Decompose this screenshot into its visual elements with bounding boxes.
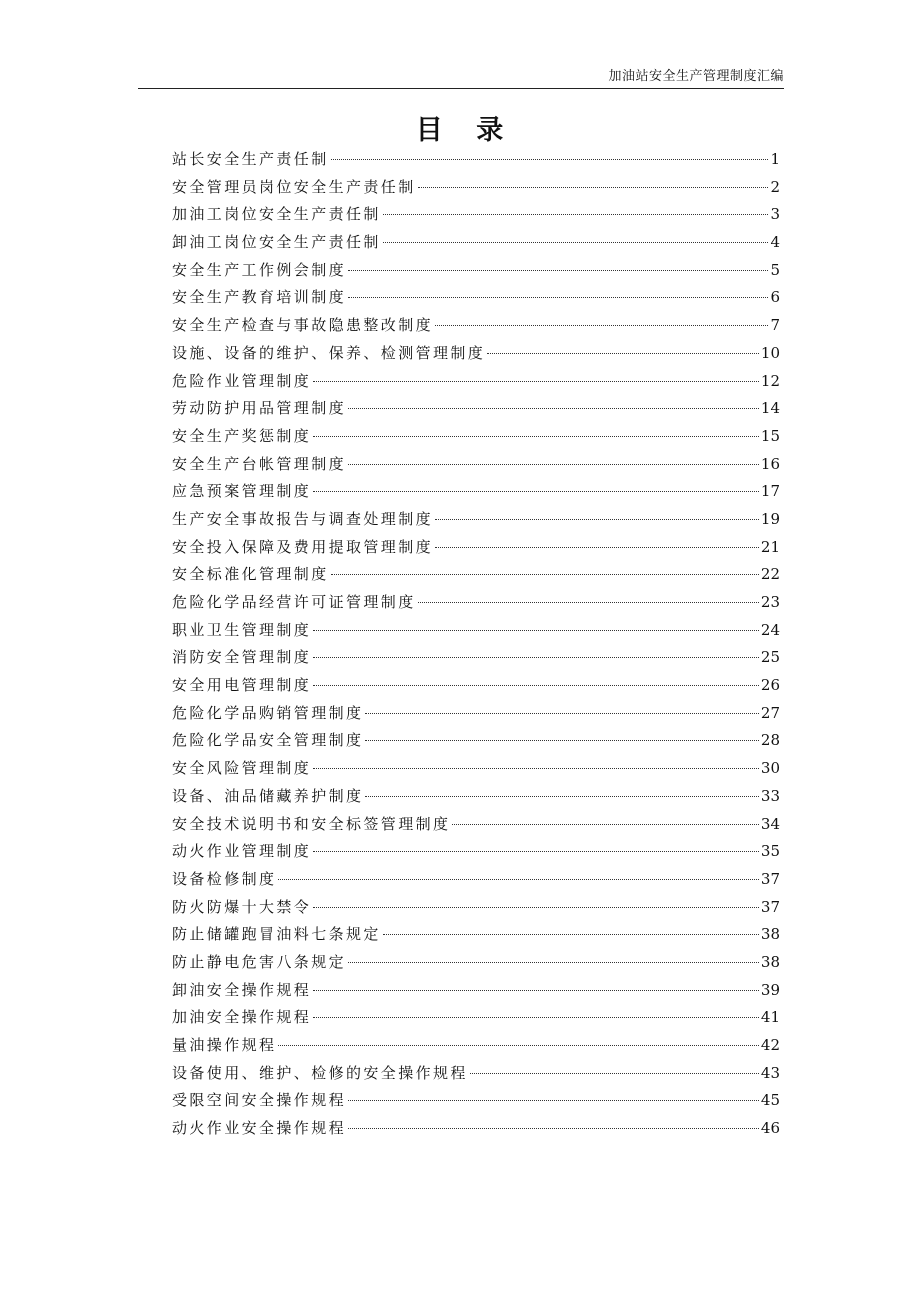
toc-entry[interactable] bbox=[172, 977, 780, 1005]
toc-entry[interactable] bbox=[172, 838, 780, 866]
toc-dot-leader bbox=[365, 796, 759, 797]
toc-entry-label: 危险化学品安全管理制度 bbox=[172, 731, 364, 750]
toc-entry-page-number: 2 bbox=[770, 177, 780, 196]
toc-entry-label: 消防安全管理制度 bbox=[172, 648, 312, 667]
toc-entry[interactable] bbox=[172, 478, 780, 506]
toc-entry-page-number: 42 bbox=[760, 1036, 780, 1054]
toc-entry-label: 站长安全生产责任制 bbox=[172, 150, 329, 168]
toc-entry-page-number: 37 bbox=[760, 869, 780, 888]
toc-entry[interactable] bbox=[172, 1060, 780, 1088]
toc-entry-page-number: 16 bbox=[760, 454, 780, 473]
toc-entry-page-number: 34 bbox=[760, 814, 780, 833]
toc-entry-label: 危险化学品购销管理制度 bbox=[172, 703, 364, 722]
table-of-contents bbox=[172, 146, 780, 1143]
toc-entry-label: 加油安全操作规程 bbox=[172, 1008, 312, 1027]
toc-entry[interactable] bbox=[172, 201, 780, 229]
toc-dot-leader bbox=[313, 907, 759, 908]
toc-entry-page-number: 26 bbox=[760, 676, 780, 695]
toc-entry[interactable] bbox=[172, 755, 780, 783]
toc-dot-leader bbox=[418, 187, 769, 188]
toc-entry-label: 安全生产奖惩制度 bbox=[172, 426, 312, 445]
toc-entry-label: 量油操作规程 bbox=[172, 1036, 277, 1054]
toc-entry[interactable] bbox=[172, 229, 780, 257]
toc-entry[interactable] bbox=[172, 921, 780, 949]
toc-entry-label: 卸油安全操作规程 bbox=[172, 980, 312, 999]
toc-dot-leader bbox=[313, 768, 759, 769]
toc-entry-page-number: 5 bbox=[770, 260, 780, 279]
toc-dot-leader bbox=[383, 934, 759, 935]
toc-dot-leader bbox=[278, 879, 759, 880]
toc-entry-page-number: 22 bbox=[760, 565, 780, 584]
toc-entry-page-number: 30 bbox=[760, 759, 780, 778]
toc-entry[interactable] bbox=[172, 783, 780, 811]
toc-entry-label: 设备、油品储藏养护制度 bbox=[172, 786, 364, 805]
toc-entry[interactable] bbox=[172, 949, 780, 977]
toc-entry-page-number: 27 bbox=[760, 703, 780, 722]
toc-dot-leader bbox=[470, 1073, 759, 1074]
toc-entry[interactable] bbox=[172, 146, 780, 174]
toc-entry[interactable] bbox=[172, 1087, 780, 1115]
toc-dot-leader bbox=[278, 1045, 759, 1046]
toc-entry-label: 安全用电管理制度 bbox=[172, 676, 312, 695]
toc-dot-leader bbox=[313, 851, 759, 852]
toc-entry[interactable] bbox=[172, 174, 780, 202]
toc-entry-page-number: 25 bbox=[760, 648, 780, 667]
toc-entry[interactable] bbox=[172, 894, 780, 922]
toc-entry-label: 安全生产工作例会制度 bbox=[172, 260, 347, 279]
toc-entry-label: 防止储罐跑冒油料七条规定 bbox=[172, 925, 381, 944]
toc-entry-label: 加油工岗位安全生产责任制 bbox=[172, 205, 381, 224]
toc-dot-leader bbox=[452, 824, 759, 825]
toc-entry-page-number: 38 bbox=[760, 952, 780, 971]
toc-dot-leader bbox=[365, 713, 759, 714]
toc-dot-leader bbox=[313, 630, 759, 631]
toc-entry-page-number: 37 bbox=[760, 897, 780, 916]
toc-dot-leader bbox=[331, 159, 769, 160]
toc-dot-leader bbox=[313, 685, 759, 686]
toc-entry-label: 安全生产教育培训制度 bbox=[172, 288, 347, 307]
toc-dot-leader bbox=[348, 464, 759, 465]
toc-entry-label: 安全投入保障及费用提取管理制度 bbox=[172, 537, 434, 556]
toc-heading: 目 录 bbox=[415, 115, 505, 146]
toc-entry-label: 设备使用、维护、检修的安全操作规程 bbox=[172, 1063, 468, 1082]
toc-entry-page-number: 14 bbox=[760, 399, 780, 418]
document-title: 加油站安全生产管理制度汇编 bbox=[608, 69, 784, 84]
toc-entry-label: 防火防爆十大禁令 bbox=[172, 897, 312, 916]
toc-entry[interactable] bbox=[172, 727, 780, 755]
toc-dot-leader bbox=[365, 740, 759, 741]
toc-entry-label: 生产安全事故报告与调查处理制度 bbox=[172, 509, 434, 528]
toc-entry-label: 设施、设备的维护、保养、检测管理制度 bbox=[172, 343, 486, 362]
toc-entry-page-number: 12 bbox=[760, 371, 780, 390]
toc-entry-page-number: 46 bbox=[760, 1119, 780, 1138]
toc-dot-leader bbox=[383, 214, 769, 215]
toc-entry-page-number: 39 bbox=[760, 980, 780, 999]
toc-dot-leader bbox=[348, 408, 759, 409]
toc-dot-leader bbox=[331, 574, 759, 575]
toc-dot-leader bbox=[487, 353, 759, 354]
toc-dot-leader bbox=[418, 602, 759, 603]
toc-entry-label: 防止静电危害八条规定 bbox=[172, 952, 347, 971]
toc-dot-leader bbox=[313, 1017, 759, 1018]
toc-entry-label: 职业卫生管理制度 bbox=[172, 620, 312, 639]
toc-entry-page-number: 3 bbox=[770, 205, 780, 224]
toc-entry[interactable] bbox=[172, 1004, 780, 1032]
toc-entry-page-number: 33 bbox=[760, 786, 780, 805]
toc-entry-label: 劳动防护用品管理制度 bbox=[172, 399, 347, 418]
toc-entry[interactable] bbox=[172, 395, 780, 423]
toc-entry-label: 设备检修制度 bbox=[172, 869, 277, 888]
toc-dot-leader bbox=[348, 962, 759, 963]
toc-entry-page-number: 41 bbox=[760, 1008, 780, 1027]
toc-entry-label: 安全管理员岗位安全生产责任制 bbox=[172, 177, 416, 196]
toc-entry-page-number: 24 bbox=[760, 620, 780, 639]
toc-entry[interactable] bbox=[172, 561, 780, 589]
toc-dot-leader bbox=[348, 1128, 759, 1129]
toc-dot-leader bbox=[435, 519, 759, 520]
toc-entry[interactable] bbox=[172, 451, 780, 479]
toc-entry-page-number: 15 bbox=[760, 426, 780, 445]
toc-entry-page-number: 7 bbox=[770, 316, 780, 335]
toc-dot-leader bbox=[313, 657, 759, 658]
page-header bbox=[138, 62, 784, 89]
toc-entry-label: 受限空间安全操作规程 bbox=[172, 1091, 347, 1110]
toc-entry-page-number: 43 bbox=[760, 1063, 780, 1082]
toc-entry[interactable] bbox=[172, 368, 780, 396]
toc-entry[interactable] bbox=[172, 312, 780, 340]
toc-entry-label: 动火作业管理制度 bbox=[172, 842, 312, 861]
toc-dot-leader bbox=[435, 325, 768, 326]
toc-dot-leader bbox=[383, 242, 769, 243]
toc-entry-label: 危险作业管理制度 bbox=[172, 371, 312, 390]
toc-entry-page-number: 4 bbox=[770, 233, 780, 252]
toc-entry-page-number: 23 bbox=[760, 593, 780, 611]
toc-entry[interactable] bbox=[172, 700, 780, 728]
toc-entry[interactable] bbox=[172, 1032, 780, 1060]
toc-dot-leader bbox=[435, 547, 759, 548]
toc-entry-label: 危险化学品经营许可证管理制度 bbox=[172, 593, 416, 611]
toc-entry[interactable] bbox=[172, 284, 780, 312]
toc-dot-leader bbox=[348, 1100, 759, 1101]
toc-entry[interactable] bbox=[172, 866, 780, 894]
toc-entry[interactable] bbox=[172, 257, 780, 285]
toc-entry[interactable] bbox=[172, 506, 780, 534]
toc-dot-leader bbox=[313, 491, 759, 492]
toc-entry[interactable] bbox=[172, 1115, 780, 1143]
toc-entry-label: 安全标准化管理制度 bbox=[172, 565, 329, 584]
toc-entry-page-number: 28 bbox=[760, 731, 780, 750]
toc-entry[interactable] bbox=[172, 617, 780, 645]
toc-entry[interactable] bbox=[172, 340, 780, 368]
toc-entry[interactable] bbox=[172, 423, 780, 451]
toc-entry-label: 安全生产检查与事故隐患整改制度 bbox=[172, 316, 434, 335]
toc-entry-label: 卸油工岗位安全生产责任制 bbox=[172, 233, 381, 252]
toc-entry-page-number: 35 bbox=[760, 842, 780, 861]
toc-entry-page-number: 45 bbox=[760, 1091, 780, 1110]
toc-entry-page-number: 19 bbox=[760, 509, 780, 528]
toc-dot-leader bbox=[313, 381, 759, 382]
toc-entry[interactable] bbox=[172, 534, 780, 562]
toc-entry-page-number: 21 bbox=[760, 537, 780, 556]
toc-dot-leader bbox=[348, 297, 768, 298]
toc-entry-page-number: 17 bbox=[760, 482, 780, 501]
toc-entry[interactable] bbox=[172, 589, 780, 617]
toc-entry-label: 动火作业安全操作规程 bbox=[172, 1119, 347, 1138]
toc-entry-page-number: 38 bbox=[760, 925, 780, 944]
toc-dot-leader bbox=[348, 270, 768, 271]
toc-entry-label: 应急预案管理制度 bbox=[172, 482, 312, 501]
toc-entry[interactable] bbox=[172, 644, 780, 672]
toc-dot-leader bbox=[313, 436, 759, 437]
toc-entry-page-number: 6 bbox=[770, 288, 780, 307]
toc-entry-label: 安全风险管理制度 bbox=[172, 759, 312, 778]
toc-entry-label: 安全技术说明书和安全标签管理制度 bbox=[172, 814, 451, 833]
toc-entry-label: 安全生产台帐管理制度 bbox=[172, 454, 347, 473]
toc-entry-page-number: 1 bbox=[770, 150, 780, 168]
toc-dot-leader bbox=[313, 990, 759, 991]
toc-entry-page-number: 10 bbox=[760, 343, 780, 362]
toc-entry[interactable] bbox=[172, 672, 780, 700]
toc-entry[interactable] bbox=[172, 811, 780, 839]
